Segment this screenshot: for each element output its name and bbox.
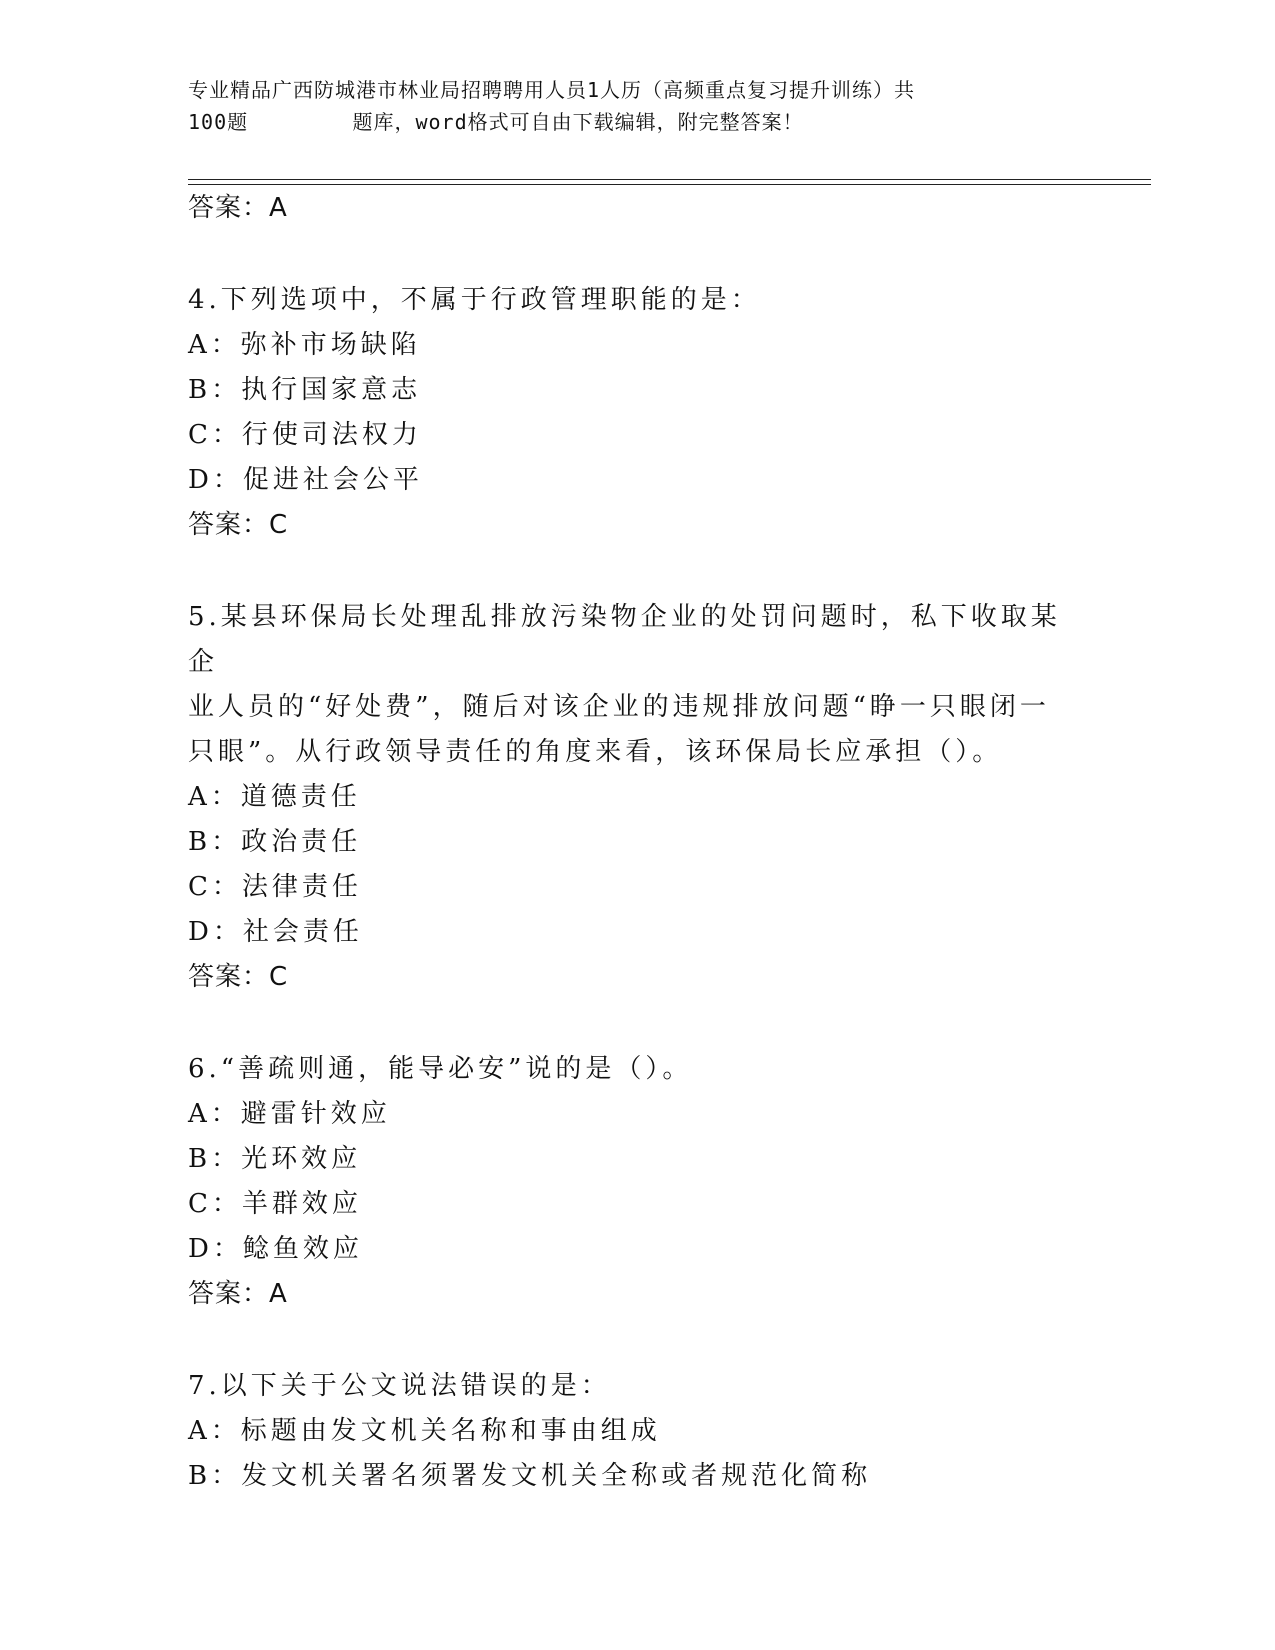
option-d: D：社会责任 [188,917,363,947]
question-list [188,186,1068,1499]
question-stem: 6.“善疏则通，能导必安”说的是（）。 [188,1054,693,1084]
option-a: A：道德责任 [188,782,361,812]
document-header [188,74,1068,138]
answer-label: 答案：A [188,1279,288,1309]
question-item [188,1364,1068,1499]
header-divider-top [188,179,1151,180]
answer-label: 答案：C [188,510,289,540]
option-b: B：执行国家意志 [188,375,422,405]
answer-label: 答案：C [188,962,289,992]
header-title-line-1: 专业精品广西防城港市林业局招聘聘用人员1人历（高频重点复习提升训练）共 [188,78,916,102]
option-a: A：弥补市场缺陷 [188,330,421,360]
option-a: A：避雷针效应 [188,1099,391,1129]
header-divider-bottom [188,184,1151,185]
option-d: D：鲶鱼效应 [188,1234,363,1264]
header-title-line-2: 100题 题库，word格式可自由下载编辑，附完整答案！ [188,110,804,134]
question-item [188,278,1068,548]
question-stem: 7.以下关于公文说法错误的是： [188,1371,611,1401]
question-stem-line: 只眼”。从行政领导责任的角度来看，该环保局长应承担（）。 [188,737,1003,767]
question-stem-line: 5.某县环保局长处理乱排放污染物企业的处罚问题时，私下收取某企 [188,602,1061,677]
option-b: B：光环效应 [188,1144,362,1174]
answer-label: 答案：A [188,193,288,223]
option-c: C：法律责任 [188,872,362,902]
question-stem: 4.下列选项中，不属于行政管理职能的是： [188,285,761,315]
option-b: B：发文机关署名须署发文机关全称或者规范化简称 [188,1461,872,1491]
option-a: A：标题由发文机关名称和事由组成 [188,1416,661,1446]
question-item [188,1047,1068,1317]
option-b: B：政治责任 [188,827,362,857]
option-d: D：促进社会公平 [188,465,423,495]
option-c: C：羊群效应 [188,1189,362,1219]
question-item [188,595,1068,1000]
question-stem-line: 业人员的“好处费”，随后对该企业的违规排放问题“睁一只眼闭一 [188,692,1050,722]
option-c: C：行使司法权力 [188,420,422,450]
